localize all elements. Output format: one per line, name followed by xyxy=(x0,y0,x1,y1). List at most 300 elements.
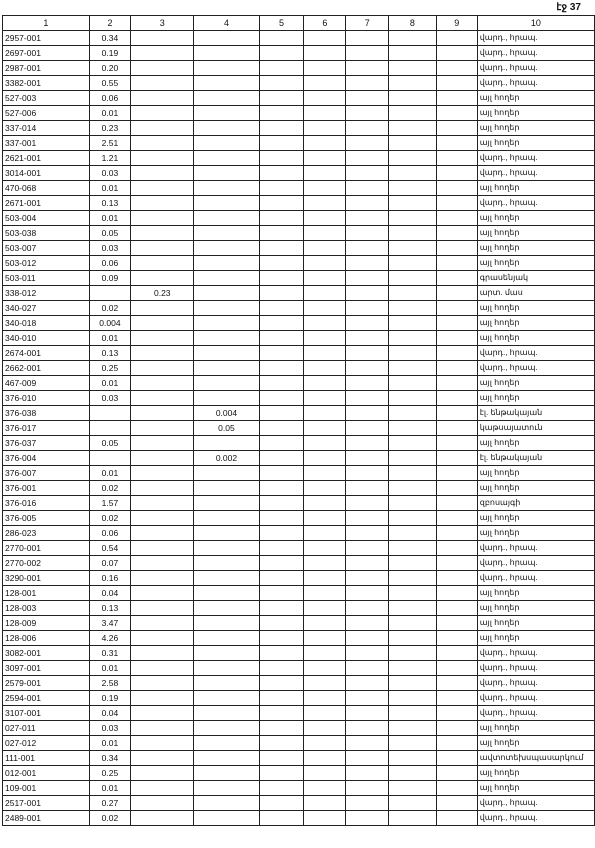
cell-col-3 xyxy=(131,76,194,91)
empty-cell xyxy=(346,631,389,646)
empty-cell xyxy=(304,151,346,166)
empty-cell xyxy=(346,706,389,721)
cell-col-10: վարդ., հրապ. xyxy=(477,76,594,91)
cell-col-1: 2594-001 xyxy=(3,691,90,706)
empty-cell xyxy=(389,271,436,286)
empty-cell xyxy=(259,466,304,481)
empty-cell xyxy=(304,76,346,91)
cell-col-4 xyxy=(194,736,259,751)
empty-cell xyxy=(389,676,436,691)
cell-col-10: այլ հողեր xyxy=(477,241,594,256)
cell-col-10: վարդ., հրապ. xyxy=(477,151,594,166)
cell-col-10: գրասենյակ xyxy=(477,271,594,286)
cell-col-3 xyxy=(131,46,194,61)
cell-col-4 xyxy=(194,271,259,286)
empty-cell xyxy=(346,31,389,46)
empty-cell xyxy=(304,286,346,301)
table-row xyxy=(3,241,595,256)
table-row xyxy=(3,781,595,796)
cell-col-10: վարդ., հրապ. xyxy=(477,541,594,556)
empty-cell xyxy=(304,796,346,811)
cell-col-3 xyxy=(131,616,194,631)
cell-col-3 xyxy=(131,121,194,136)
cell-col-1: 376-010 xyxy=(3,391,90,406)
empty-cell xyxy=(346,196,389,211)
empty-cell xyxy=(304,436,346,451)
cell-col-10: վարդ., հրապ. xyxy=(477,196,594,211)
cell-col-4 xyxy=(194,796,259,811)
cell-col-2: 0.54 xyxy=(89,541,131,556)
table-row xyxy=(3,316,595,331)
cell-col-1: 128-003 xyxy=(3,601,90,616)
cell-col-1: 376-005 xyxy=(3,511,90,526)
cell-col-1: 027-011 xyxy=(3,721,90,736)
cell-col-4 xyxy=(194,121,259,136)
cell-col-1: 2579-001 xyxy=(3,676,90,691)
cell-col-4 xyxy=(194,691,259,706)
cell-col-2: 0.25 xyxy=(89,766,131,781)
cell-col-10: այլ հողեր xyxy=(477,256,594,271)
empty-cell xyxy=(389,526,436,541)
cell-col-10: այլ հողեր xyxy=(477,511,594,526)
cell-col-1: 012-001 xyxy=(3,766,90,781)
cell-col-3 xyxy=(131,646,194,661)
cell-col-2: 0.19 xyxy=(89,46,131,61)
empty-cell xyxy=(259,91,304,106)
empty-cell xyxy=(436,811,477,826)
empty-cell xyxy=(259,211,304,226)
cell-col-10: այլ հողեր xyxy=(477,226,594,241)
cell-col-10: վարդ., հրապ. xyxy=(477,166,594,181)
table-header-row xyxy=(3,16,595,31)
cell-col-1: 2697-001 xyxy=(3,46,90,61)
cell-col-3 xyxy=(131,271,194,286)
cell-col-10: վարդ., հրապ. xyxy=(477,361,594,376)
table-row xyxy=(3,496,595,511)
empty-cell xyxy=(259,361,304,376)
empty-cell xyxy=(304,46,346,61)
cell-col-10: այլ հողեր xyxy=(477,331,594,346)
cell-col-3 xyxy=(131,196,194,211)
empty-cell xyxy=(436,151,477,166)
cell-col-1: 340-010 xyxy=(3,331,90,346)
cell-col-2: 0.19 xyxy=(89,691,131,706)
empty-cell xyxy=(436,241,477,256)
empty-cell xyxy=(436,781,477,796)
empty-cell xyxy=(304,316,346,331)
cell-col-3 xyxy=(131,406,194,421)
cell-col-2: 0.07 xyxy=(89,556,131,571)
empty-cell xyxy=(304,676,346,691)
cell-col-10: էլ. ենթակայան xyxy=(477,406,594,421)
cell-col-1: 3014-001 xyxy=(3,166,90,181)
cell-col-3 xyxy=(131,151,194,166)
empty-cell xyxy=(346,121,389,136)
empty-cell xyxy=(259,676,304,691)
cell-col-4 xyxy=(194,481,259,496)
cell-col-1: 2517-001 xyxy=(3,796,90,811)
cell-col-10: այլ հողեր xyxy=(477,181,594,196)
empty-cell xyxy=(389,556,436,571)
cell-col-3 xyxy=(131,541,194,556)
empty-cell xyxy=(304,721,346,736)
empty-cell xyxy=(259,436,304,451)
table-row xyxy=(3,256,595,271)
empty-cell xyxy=(389,196,436,211)
cell-col-4 xyxy=(194,526,259,541)
table-row xyxy=(3,691,595,706)
empty-cell xyxy=(304,106,346,121)
empty-cell xyxy=(389,76,436,91)
cell-col-3 xyxy=(131,676,194,691)
empty-cell xyxy=(346,331,389,346)
empty-cell xyxy=(304,541,346,556)
empty-cell xyxy=(304,406,346,421)
empty-cell xyxy=(389,496,436,511)
cell-col-4 xyxy=(194,331,259,346)
land-parcel-table xyxy=(2,15,595,826)
table-row xyxy=(3,106,595,121)
empty-cell xyxy=(259,616,304,631)
cell-col-2: 0.09 xyxy=(89,271,131,286)
cell-col-1: 337-001 xyxy=(3,136,90,151)
cell-col-3 xyxy=(131,781,194,796)
cell-col-2: 0.01 xyxy=(89,331,131,346)
cell-col-10: կաթսայատուն xyxy=(477,421,594,436)
empty-cell xyxy=(304,91,346,106)
empty-cell xyxy=(259,226,304,241)
cell-col-3 xyxy=(131,811,194,826)
cell-col-2: 0.20 xyxy=(89,61,131,76)
empty-cell xyxy=(389,421,436,436)
empty-cell xyxy=(346,796,389,811)
empty-cell xyxy=(259,151,304,166)
empty-cell xyxy=(259,751,304,766)
cell-col-2: 0.34 xyxy=(89,31,131,46)
empty-cell xyxy=(304,466,346,481)
empty-cell xyxy=(304,631,346,646)
empty-cell xyxy=(389,706,436,721)
empty-cell xyxy=(259,496,304,511)
column-header: 5 xyxy=(259,16,304,31)
empty-cell xyxy=(436,496,477,511)
empty-cell xyxy=(389,241,436,256)
empty-cell xyxy=(259,301,304,316)
empty-cell xyxy=(259,121,304,136)
empty-cell xyxy=(436,511,477,526)
empty-cell xyxy=(304,226,346,241)
empty-cell xyxy=(304,556,346,571)
empty-cell xyxy=(389,781,436,796)
cell-col-4 xyxy=(194,631,259,646)
cell-col-3 xyxy=(131,106,194,121)
empty-cell xyxy=(389,181,436,196)
table-row xyxy=(3,151,595,166)
cell-col-4 xyxy=(194,436,259,451)
empty-cell xyxy=(259,706,304,721)
empty-cell xyxy=(346,76,389,91)
empty-cell xyxy=(259,646,304,661)
cell-col-4 xyxy=(194,766,259,781)
empty-cell xyxy=(259,136,304,151)
cell-col-2: 0.16 xyxy=(89,571,131,586)
cell-col-2: 1.21 xyxy=(89,151,131,166)
cell-col-10: այլ հողեր xyxy=(477,301,594,316)
empty-cell xyxy=(346,751,389,766)
empty-cell xyxy=(436,271,477,286)
empty-cell xyxy=(436,796,477,811)
empty-cell xyxy=(346,421,389,436)
cell-col-4 xyxy=(194,166,259,181)
cell-col-4 xyxy=(194,46,259,61)
empty-cell xyxy=(346,436,389,451)
cell-col-1: 527-006 xyxy=(3,106,90,121)
cell-col-10: վարդ., հրապ. xyxy=(477,571,594,586)
cell-col-2: 0.01 xyxy=(89,181,131,196)
empty-cell xyxy=(346,586,389,601)
empty-cell xyxy=(259,721,304,736)
cell-col-4 xyxy=(194,706,259,721)
cell-col-3 xyxy=(131,436,194,451)
empty-cell xyxy=(259,46,304,61)
cell-col-4 xyxy=(194,496,259,511)
cell-col-2: 0.05 xyxy=(89,436,131,451)
column-header: 3 xyxy=(131,16,194,31)
empty-cell xyxy=(259,271,304,286)
table-row xyxy=(3,481,595,496)
cell-col-1: 3290-001 xyxy=(3,571,90,586)
table-row xyxy=(3,31,595,46)
cell-col-3 xyxy=(131,601,194,616)
table-row xyxy=(3,136,595,151)
column-header: 9 xyxy=(436,16,477,31)
cell-col-4: 0.004 xyxy=(194,406,259,421)
cell-col-10: այլ հողեր xyxy=(477,616,594,631)
cell-col-1: 2621-001 xyxy=(3,151,90,166)
empty-cell xyxy=(389,601,436,616)
table-row xyxy=(3,46,595,61)
cell-col-2: 4.26 xyxy=(89,631,131,646)
cell-col-10: այլ հողեր xyxy=(477,136,594,151)
cell-col-2: 2.51 xyxy=(89,136,131,151)
table-row xyxy=(3,571,595,586)
empty-cell xyxy=(346,496,389,511)
empty-cell xyxy=(389,616,436,631)
cell-col-4 xyxy=(194,721,259,736)
empty-cell xyxy=(304,736,346,751)
cell-col-3 xyxy=(131,31,194,46)
cell-col-2: 3.47 xyxy=(89,616,131,631)
empty-cell xyxy=(304,256,346,271)
cell-col-2: 0.02 xyxy=(89,301,131,316)
cell-col-1: 527-003 xyxy=(3,91,90,106)
cell-col-3 xyxy=(131,211,194,226)
table-row xyxy=(3,361,595,376)
cell-col-1: 376-001 xyxy=(3,481,90,496)
cell-col-1: 338-012 xyxy=(3,286,90,301)
cell-col-1: 128-006 xyxy=(3,631,90,646)
empty-cell xyxy=(389,106,436,121)
cell-col-10: այլ հողեր xyxy=(477,91,594,106)
empty-cell xyxy=(346,811,389,826)
table-row xyxy=(3,451,595,466)
empty-cell xyxy=(389,31,436,46)
cell-col-3 xyxy=(131,391,194,406)
cell-col-3 xyxy=(131,481,194,496)
cell-col-10: այլ հողեր xyxy=(477,721,594,736)
cell-col-2: 0.02 xyxy=(89,511,131,526)
column-header: 4 xyxy=(194,16,259,31)
empty-cell xyxy=(259,661,304,676)
empty-cell xyxy=(304,136,346,151)
cell-col-10: այլ հողեր xyxy=(477,121,594,136)
empty-cell xyxy=(389,406,436,421)
table-row xyxy=(3,661,595,676)
cell-col-2: 0.03 xyxy=(89,166,131,181)
table-row xyxy=(3,271,595,286)
cell-col-1: 3107-001 xyxy=(3,706,90,721)
cell-col-3: 0.23 xyxy=(131,286,194,301)
cell-col-4 xyxy=(194,646,259,661)
column-header: 6 xyxy=(304,16,346,31)
empty-cell xyxy=(436,361,477,376)
empty-cell xyxy=(346,286,389,301)
table-row xyxy=(3,601,595,616)
empty-cell xyxy=(259,286,304,301)
empty-cell xyxy=(304,166,346,181)
empty-cell xyxy=(346,391,389,406)
empty-cell xyxy=(259,331,304,346)
table-row xyxy=(3,286,595,301)
empty-cell xyxy=(259,571,304,586)
empty-cell xyxy=(389,211,436,226)
cell-col-10: վարդ., հրապ. xyxy=(477,796,594,811)
cell-col-2: 0.02 xyxy=(89,481,131,496)
cell-col-10: այլ հողեր xyxy=(477,466,594,481)
cell-col-4 xyxy=(194,661,259,676)
table-row xyxy=(3,751,595,766)
empty-cell xyxy=(346,301,389,316)
cell-col-2 xyxy=(89,421,131,436)
table-row xyxy=(3,346,595,361)
cell-col-2: 2.58 xyxy=(89,676,131,691)
empty-cell xyxy=(259,421,304,436)
cell-col-10: վարդ., հրապ. xyxy=(477,31,594,46)
cell-col-10: այլ հողեր xyxy=(477,526,594,541)
cell-col-4 xyxy=(194,781,259,796)
empty-cell xyxy=(346,781,389,796)
empty-cell xyxy=(304,586,346,601)
cell-col-1: 2987-001 xyxy=(3,61,90,76)
cell-col-10: վարդ., հրապ. xyxy=(477,346,594,361)
table-row xyxy=(3,406,595,421)
empty-cell xyxy=(259,31,304,46)
empty-cell xyxy=(436,106,477,121)
empty-cell xyxy=(259,811,304,826)
empty-cell xyxy=(304,601,346,616)
cell-col-1: 109-001 xyxy=(3,781,90,796)
empty-cell xyxy=(259,631,304,646)
empty-cell xyxy=(304,391,346,406)
cell-col-3 xyxy=(131,181,194,196)
table-row xyxy=(3,796,595,811)
empty-cell xyxy=(436,256,477,271)
cell-col-4 xyxy=(194,511,259,526)
empty-cell xyxy=(304,301,346,316)
empty-cell xyxy=(346,406,389,421)
empty-cell xyxy=(389,436,436,451)
cell-col-2: 0.01 xyxy=(89,106,131,121)
empty-cell xyxy=(389,721,436,736)
cell-col-3 xyxy=(131,451,194,466)
cell-col-10: վարդ., հրապ. xyxy=(477,691,594,706)
column-header: 8 xyxy=(389,16,436,31)
cell-col-2: 1.57 xyxy=(89,496,131,511)
empty-cell xyxy=(259,691,304,706)
empty-cell xyxy=(259,76,304,91)
cell-col-3 xyxy=(131,166,194,181)
cell-col-4 xyxy=(194,391,259,406)
empty-cell xyxy=(346,571,389,586)
empty-cell xyxy=(259,511,304,526)
cell-col-4: 0.002 xyxy=(194,451,259,466)
page-number: էջ 37 xyxy=(556,2,581,13)
empty-cell xyxy=(259,556,304,571)
empty-cell xyxy=(304,511,346,526)
empty-cell xyxy=(436,541,477,556)
cell-col-4 xyxy=(194,316,259,331)
empty-cell xyxy=(389,226,436,241)
cell-col-3 xyxy=(131,301,194,316)
cell-col-1: 376-037 xyxy=(3,436,90,451)
table-row xyxy=(3,61,595,76)
cell-col-4 xyxy=(194,361,259,376)
empty-cell xyxy=(346,721,389,736)
cell-col-3 xyxy=(131,466,194,481)
cell-col-4 xyxy=(194,346,259,361)
cell-col-1: 503-012 xyxy=(3,256,90,271)
empty-cell xyxy=(389,631,436,646)
empty-cell xyxy=(304,211,346,226)
cell-col-2: 0.01 xyxy=(89,736,131,751)
empty-cell xyxy=(436,31,477,46)
empty-cell xyxy=(436,76,477,91)
cell-col-3 xyxy=(131,421,194,436)
cell-col-3 xyxy=(131,586,194,601)
empty-cell xyxy=(436,616,477,631)
cell-col-4 xyxy=(194,751,259,766)
cell-col-10: վարդ., հրապ. xyxy=(477,811,594,826)
cell-col-2: 0.04 xyxy=(89,706,131,721)
empty-cell xyxy=(346,466,389,481)
cell-col-3 xyxy=(131,226,194,241)
cell-col-10: էլ. ենթակայան xyxy=(477,451,594,466)
table-row xyxy=(3,91,595,106)
empty-cell xyxy=(346,226,389,241)
cell-col-3 xyxy=(131,496,194,511)
cell-col-3 xyxy=(131,691,194,706)
cell-col-4 xyxy=(194,541,259,556)
cell-col-4 xyxy=(194,226,259,241)
empty-cell xyxy=(346,646,389,661)
cell-col-1: 503-038 xyxy=(3,226,90,241)
empty-cell xyxy=(346,316,389,331)
empty-cell xyxy=(436,661,477,676)
cell-col-1: 3097-001 xyxy=(3,661,90,676)
cell-col-2: 0.06 xyxy=(89,256,131,271)
cell-col-3 xyxy=(131,571,194,586)
empty-cell xyxy=(389,766,436,781)
